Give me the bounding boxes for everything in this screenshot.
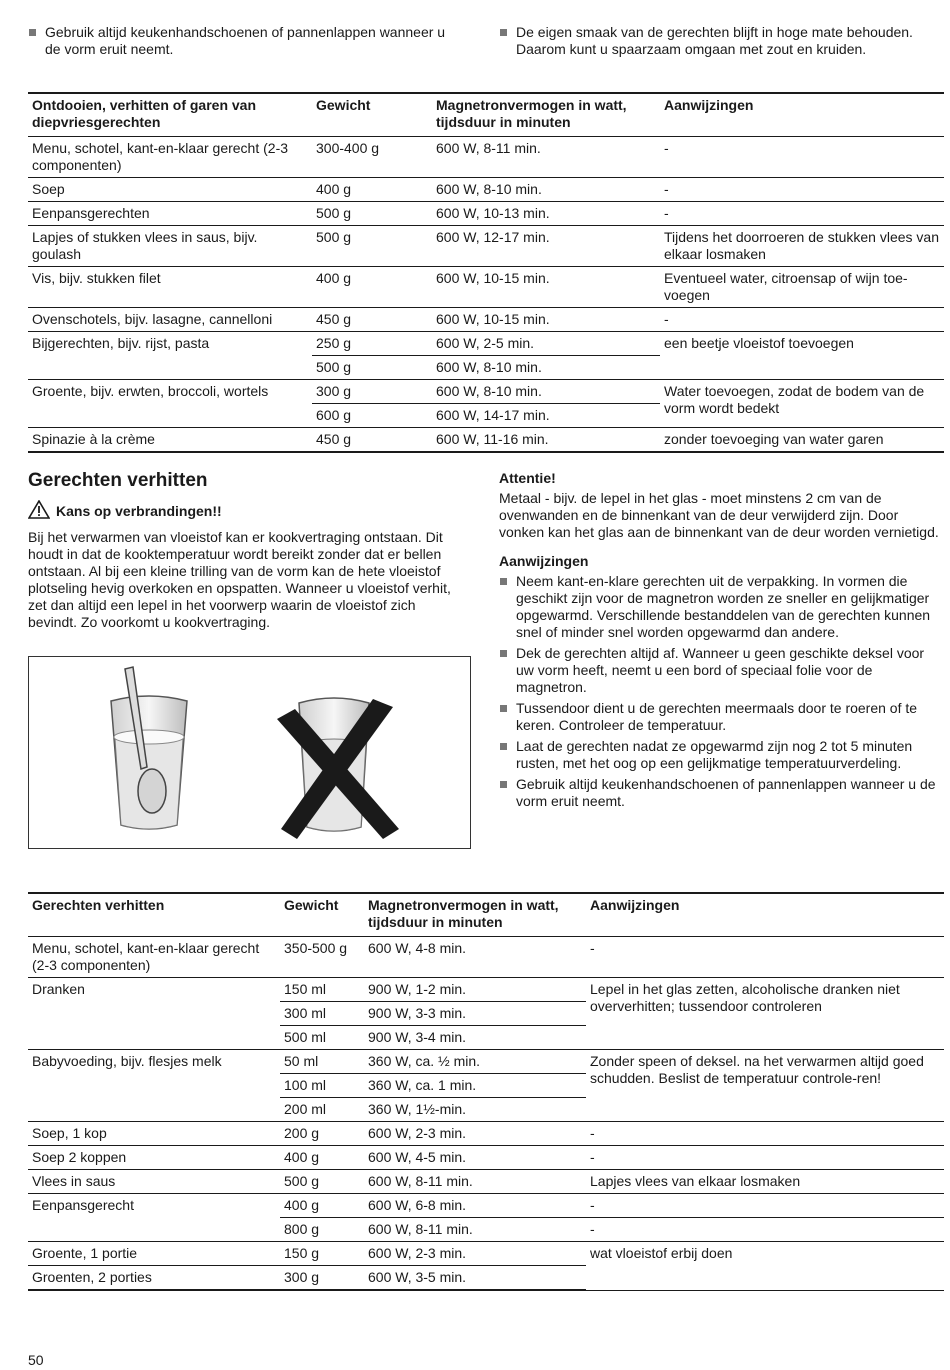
table-heating [28,892,944,1291]
weight-cell: 450 g [312,428,432,453]
power-cell: 600 W, 10-15 min. [432,308,660,332]
note-cell: - [660,202,944,226]
col-header: Gerechten verhitten [28,893,280,937]
table-row [28,1146,944,1170]
weight-cell: 300-400 g [312,137,432,178]
weight-cell: 350-500 g [280,937,364,978]
power-cell: 600 W, 8-10 min. [432,178,660,202]
top-right-bullets [499,24,939,62]
weight-cell: 400 g [280,1146,364,1170]
weight-cell: 300 g [312,380,432,404]
table-row [28,178,944,202]
section-title: Gerechten verhitten [28,470,208,491]
power-cell: 600 W, 10-13 min. [432,202,660,226]
note-cell: - [586,1122,944,1146]
note-cell: Zonder speen of deksel. na het verwarmen altijd goed schudden. Beslist de temperatuur controle-ren! [586,1050,944,1122]
table-row [28,978,944,1002]
weight-cell: 200 ml [280,1098,364,1122]
dish-cell: Spinazie à la crème [28,428,312,453]
dish-cell: Dranken [28,978,280,1050]
table-row [28,1170,944,1194]
note-cell: - [586,1194,944,1218]
power-cell: 600 W, 3-5 min. [364,1266,586,1291]
warning-text: Bij het verwarmen van vloeistof kan er kookvertraging ontstaan. Dit houdt in dat de kooktemperatuur wordt bereikt zonder dat er bellen ontstaan. Al bij een kleine trilling van de vorm kan de hete vloeistof plotseling hevig overkoken en opspatten. Wanneer u vloeistof verhit, zet dan altijd een lepel in het voorwerp waarin de vloeistof zich bevindt. Zo voorkomt u kookvertraging. [28,529,451,630]
dish-cell: Groenten, 2 porties [28,1266,280,1291]
dish-cell: Vis, bijv. stukken filet [28,267,312,308]
power-cell: 600 W, 4-8 min. [364,937,586,978]
note-cell: - [586,937,944,978]
power-cell: 600 W, 8-10 min. [432,380,660,404]
note-item: Dek de gerechten altijd af. Wanneer u geen geschikte deksel voor uw vorm heeft, neemt u een bord of speciaal folie voor de magnetron. [499,645,940,696]
weight-cell: 800 g [280,1218,364,1242]
dish-cell: Lapjes of stukken vlees in saus, bijv. goulash [28,226,312,267]
note-cell: Lapjes vlees van elkaar losmaken [586,1170,944,1194]
glass-with-spoon-icon [111,667,187,829]
notes-title: Aanwijzingen [499,553,589,569]
warning-icon [28,500,50,523]
weight-cell: 400 g [280,1194,364,1218]
power-cell: 600 W, 8-10 min. [432,356,660,380]
note-cell: zonder toevoeging van water garen [660,428,944,453]
bullet: De eigen smaak van de gerechten blijft in hoge mate behouden. Daarom kunt u spaarzaam omgaan met zout en kruiden. [499,24,939,58]
table-row [28,332,944,356]
table-row [28,1194,944,1218]
attention-section [499,470,940,814]
glass-without-spoon-icon [277,698,399,839]
weight-cell: 150 g [280,1242,364,1266]
top-left-bullets [28,24,458,62]
power-cell: 600 W, 11-16 min. [432,428,660,453]
power-cell: 360 W, 1½-min. [364,1098,586,1122]
note-cell: Eventueel water, citroensap of wijn toe-voegen [660,267,944,308]
attention-title: Attentie! [499,470,556,486]
weight-cell: 300 g [280,1266,364,1291]
table-row [28,137,944,178]
page-number: 50 [28,1352,44,1368]
table-row [28,267,944,308]
col-header: Magnetronvermogen in watt, tijdsduur in minuten [432,93,660,137]
weight-cell: 200 g [280,1122,364,1146]
power-cell: 600 W, 2-5 min. [432,332,660,356]
power-cell: 900 W, 3-3 min. [364,1002,586,1026]
weight-cell: 500 g [312,356,432,380]
weight-cell: 500 g [280,1170,364,1194]
note-item: Gebruik altijd keukenhandschoenen of pannenlappen wanneer u de vorm eruit neemt. [499,776,940,810]
table-row [28,226,944,267]
dish-cell: Eenpansgerechten [28,202,312,226]
weight-cell: 300 ml [280,1002,364,1026]
bullet: Gebruik altijd keukenhandschoenen of pannenlappen wanneer u de vorm eruit neemt. [28,24,458,58]
table-defrost [28,92,944,453]
table-row [28,308,944,332]
weight-cell: 600 g [312,404,432,428]
weight-cell: 500 ml [280,1026,364,1050]
power-cell: 600 W, 8-11 min. [432,137,660,178]
notes-list [499,573,940,810]
power-cell: 900 W, 1-2 min. [364,978,586,1002]
attention-text: Metaal - bijv. de lepel in het glas - moet minstens 2 cm van de ovenwanden en de binnenkant van de deur verwijderd zijn. Door vonken kan het glas aan de binnenkant van de deur worden vernietigd. [499,490,939,540]
note-cell: - [660,178,944,202]
section-heating [28,470,468,631]
table-row [28,380,944,404]
col-header: Magnetronvermogen in watt, tijdsduur in minuten [364,893,586,937]
power-cell: 600 W, 8-11 min. [364,1218,586,1242]
weight-cell: 250 g [312,332,432,356]
dish-cell: Soep 2 koppen [28,1146,280,1170]
note-cell: wat vloeistof erbij doen [586,1242,944,1291]
note-cell: Lepel in het glas zetten, alcoholische dranken niet oververhitten; tussendoor controleren [586,978,944,1050]
table-row [28,1242,944,1266]
note-cell: een beetje vloeistof toevoegen [660,332,944,380]
power-cell: 600 W, 2-3 min. [364,1242,586,1266]
table-row [28,937,944,978]
weight-cell: 400 g [312,178,432,202]
power-cell: 360 W, ca. 1 min. [364,1074,586,1098]
power-cell: 600 W, 8-11 min. [364,1170,586,1194]
weight-cell: 100 ml [280,1074,364,1098]
warning-title: Kans op verbrandingen!! [56,503,222,519]
table-row [28,202,944,226]
dish-cell: Soep [28,178,312,202]
power-cell: 600 W, 10-15 min. [432,267,660,308]
dish-cell: Bijgerechten, bijv. rijst, pasta [28,332,312,380]
dish-cell: Menu, schotel, kant-en-klaar gerecht (2-3 componenten) [28,937,280,978]
table-row [28,428,944,453]
note-cell: - [660,308,944,332]
dish-cell: Babyvoeding, bijv. flesjes melk [28,1050,280,1122]
weight-cell: 150 ml [280,978,364,1002]
note-cell: Tijdens het doorroeren de stukken vlees van elkaar losmaken [660,226,944,267]
dish-cell: Soep, 1 kop [28,1122,280,1146]
power-cell: 600 W, 14-17 min. [432,404,660,428]
dish-cell: Vlees in saus [28,1170,280,1194]
col-header: Aanwijzingen [586,893,944,937]
weight-cell: 450 g [312,308,432,332]
note-item: Neem kant-en-klare gerechten uit de verpakking. In vormen die geschikt zijn voor de magnetron worden ze sneller en gelijkmatiger opgewarmd. Verschillende bestanddelen van de gerechten kunnen snel of minder snel worden opgewarmd dan andere. [499,573,940,641]
col-header: Gewicht [280,893,364,937]
power-cell: 600 W, 4-5 min. [364,1146,586,1170]
dish-cell: Menu, schotel, kant-en-klaar gerecht (2-3 componenten) [28,137,312,178]
power-cell: 900 W, 3-4 min. [364,1026,586,1050]
col-header: Gewicht [312,93,432,137]
note-cell: - [660,137,944,178]
glass-illustration [28,656,471,849]
dish-cell: Ovenschotels, bijv. lasagne, cannelloni [28,308,312,332]
dish-cell: Groente, bijv. erwten, broccoli, wortels [28,380,312,428]
power-cell: 600 W, 2-3 min. [364,1122,586,1146]
power-cell: 600 W, 6-8 min. [364,1194,586,1218]
note-cell: Water toevoegen, zodat de bodem van de vorm wordt bedekt [660,380,944,428]
warning-heading [28,500,468,523]
power-cell: 360 W, ca. ½ min. [364,1050,586,1074]
col-header: Aanwijzingen [660,93,944,137]
dish-cell: Groente, 1 portie [28,1242,280,1266]
weight-cell: 400 g [312,267,432,308]
note-item: Laat de gerechten nadat ze opgewarmd zijn nog 2 tot 5 minuten rusten, met het oog op een gelijkmatige temperatuurverdeling. [499,738,940,772]
note-cell: - [586,1146,944,1170]
table-row [28,1050,944,1074]
note-item: Tussendoor dient u de gerechten meermaals door te roeren of te keren. Controleer de temperatuur. [499,700,940,734]
weight-cell: 500 g [312,202,432,226]
table-row [28,1122,944,1146]
dish-cell: Eenpansgerecht [28,1194,280,1242]
weight-cell: 50 ml [280,1050,364,1074]
power-cell: 600 W, 12-17 min. [432,226,660,267]
note-cell: - [586,1218,944,1242]
weight-cell: 500 g [312,226,432,267]
col-header: Ontdooien, verhitten of garen van diepvriesgerechten [28,93,312,137]
